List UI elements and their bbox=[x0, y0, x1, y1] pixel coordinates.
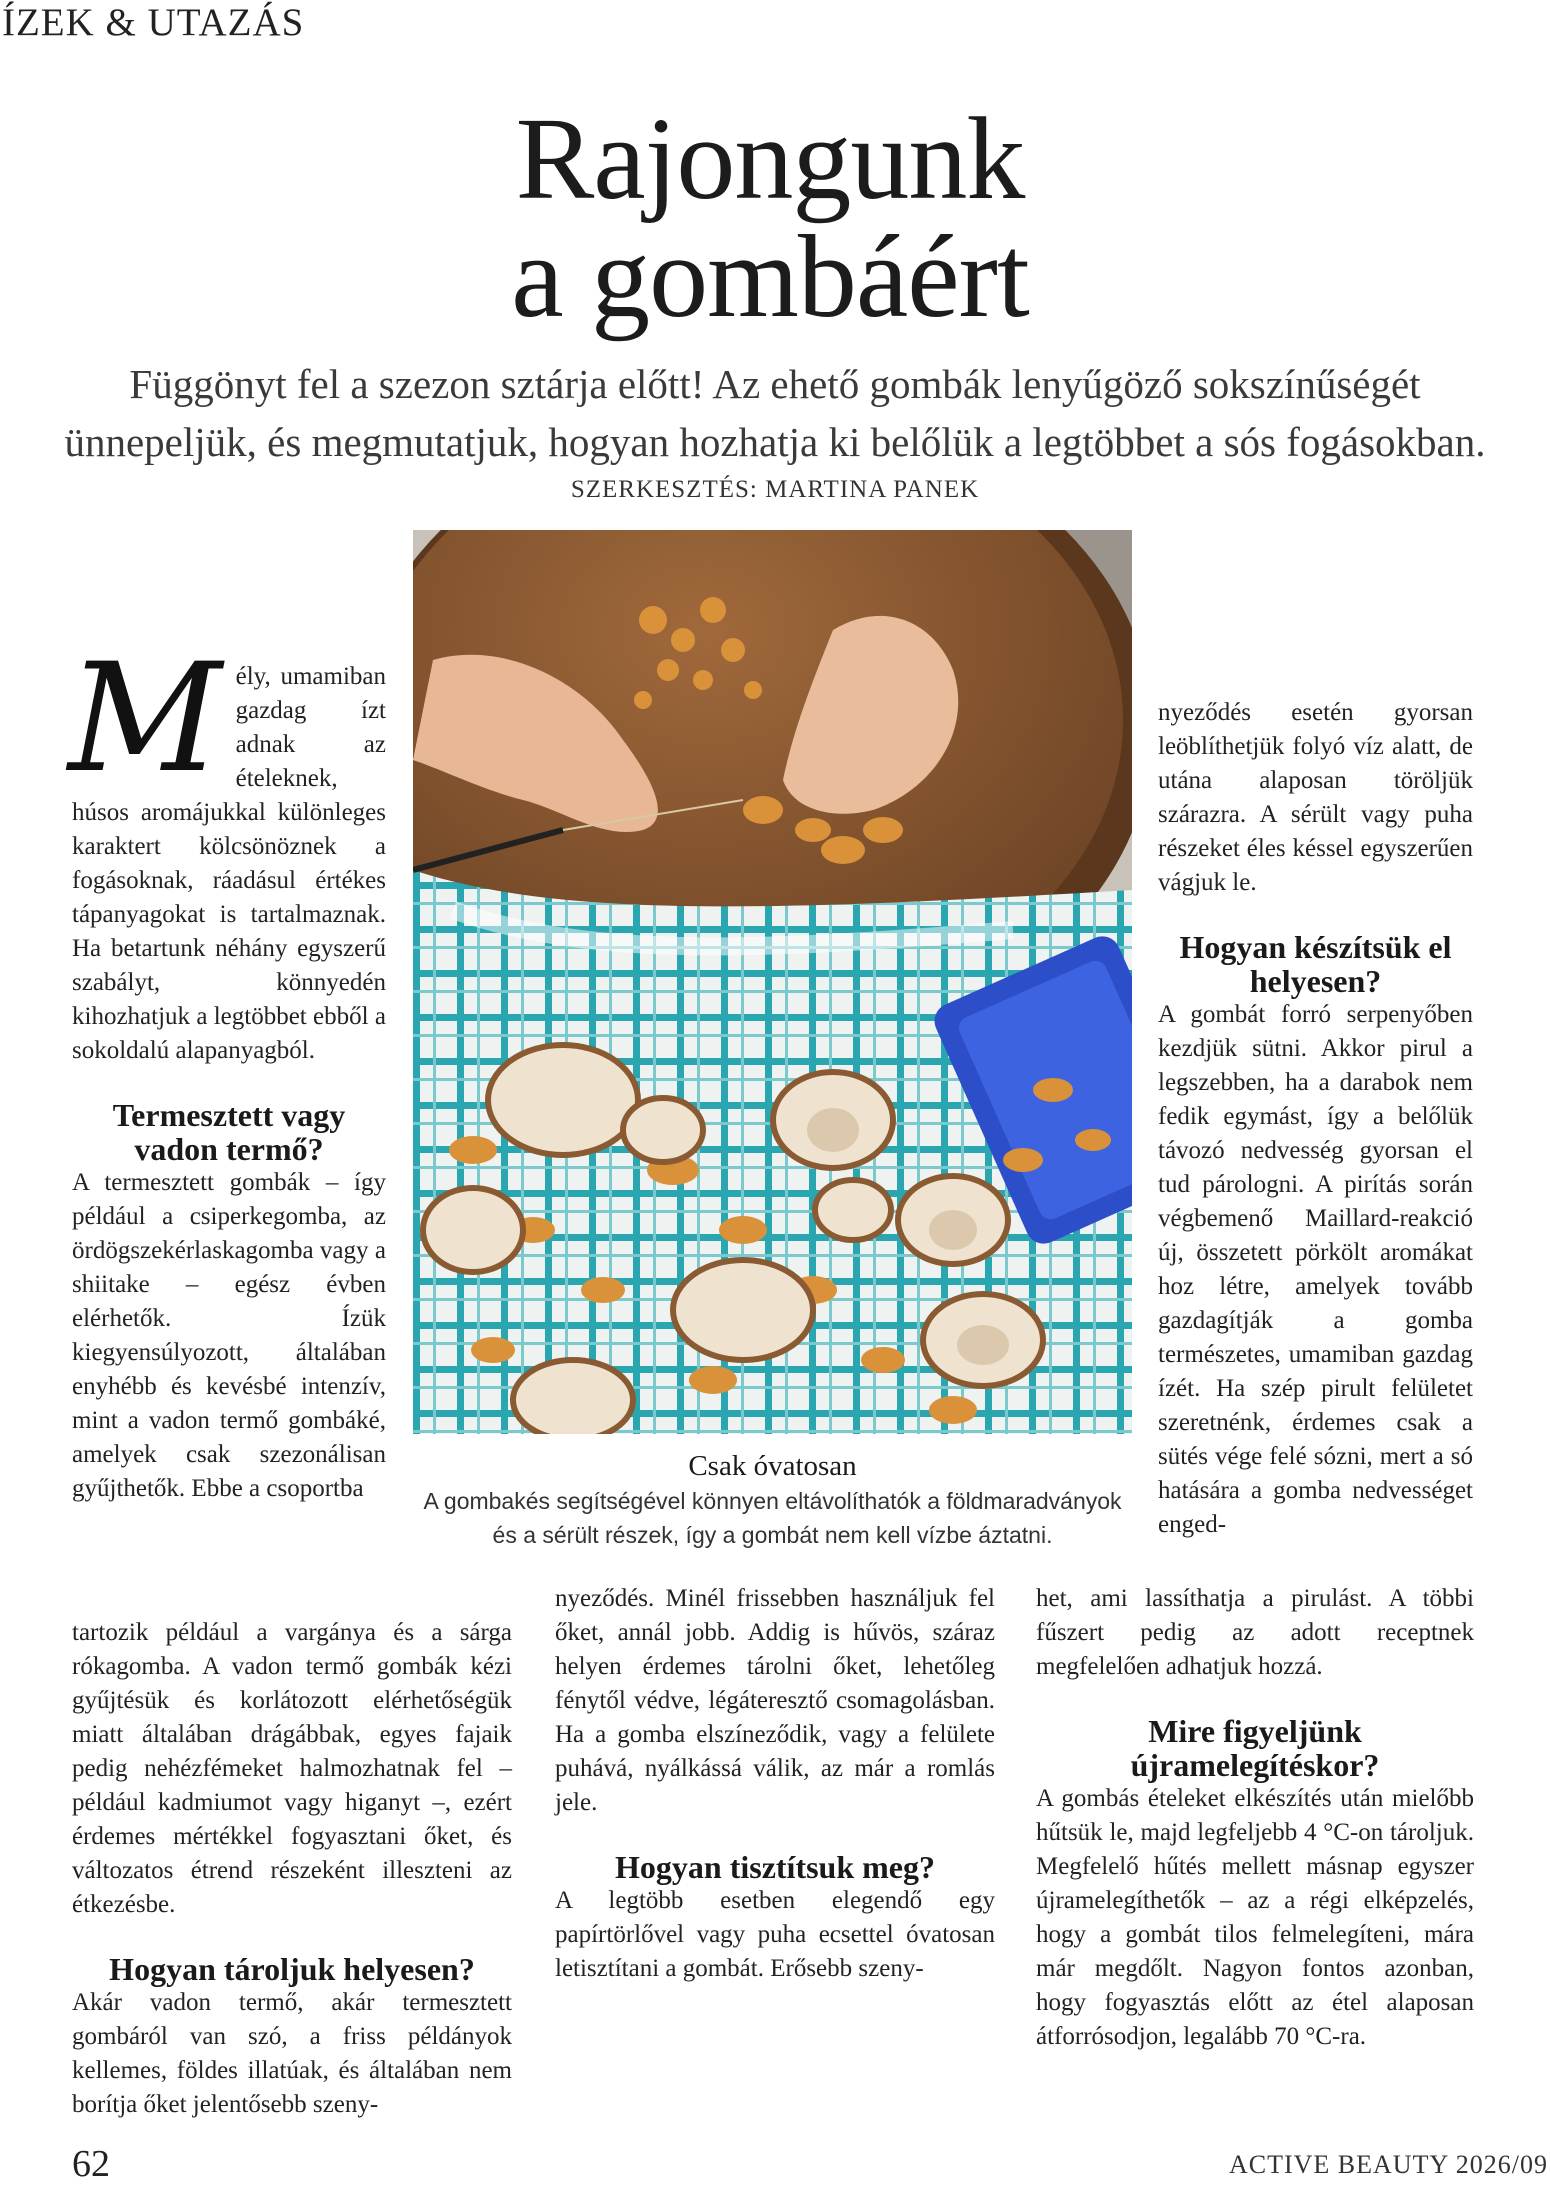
column-1 bbox=[68, 632, 386, 1506]
paragraph-cleaning-part2: nyeződés esetén gyorsan leöblíthetjük folyó víz alatt, de utána alaposan töröljük szárazra. A sérült vagy puha részeket éles késsel egyszerűen vágjuk le. bbox=[1158, 699, 1473, 896]
column-1-continued bbox=[72, 1616, 512, 2122]
paragraph-cooking-part1: A gombát forró serpenyőben kezdjük sütni. Akkor pirul a legszebben, ha a darabok nem fedik egymást, így a belőlük távozó nedvesség gyorsan el tud párologni. A pirítás során végbemenő Maillard-reakció új, összetett pörkölt aromákat hoz létre, amelyek tovább gazdagítják a gomba természetes, umamiban gazdag ízét. Ha szép pirult felületet szeretnénk, érdemes csak a sütés vége felé sózni, mert a só hatására a gomba nedvességet enged- bbox=[1158, 1001, 1473, 1538]
photo-caption-text: A gombakés segítségével könnyen eltávolíthatók a földmaradványok és a sérült részek, így a gombát nem kell vízbe áztatni. bbox=[423, 1488, 1122, 1548]
section-label: ÍZEK & UTAZÁS bbox=[2, 1, 305, 44]
paragraph-storage-part1: Akár vadon termő, akár termesztett gombáról van szó, a friss példányok kellemes, földes illatúak, és általában nem borítja őket jelentősebb szeny- bbox=[72, 1989, 512, 2118]
heading-cultivated: Termesztett vagy vadon termő? bbox=[112, 1097, 346, 1167]
paragraph-cleaning-part1: A legtöbb esetben elegendő egy papírtörlővel vagy puha ecsettel óvatosan letisztítani a gombát. Erősebb szeny- bbox=[555, 1887, 995, 1982]
paragraph-cultivated-part1: A termesztett gombák – így például a csiperkegomba, az ördögszekérlaskagomba vagy a shiitake – egész évben elérhetők. Ízük kiegyensúlyozott, általában enyhébb és kevésbé intenzív, mint a vadon termő gombáké, amelyek csak szezonálisan gyűjthetők. Ebbe a csoportba bbox=[72, 1169, 386, 1502]
column-3-continued bbox=[1036, 1582, 1474, 2054]
magazine-issue: ACTIVE BEAUTY 2026/09 bbox=[1228, 2150, 1548, 2179]
mushroom-photo bbox=[413, 530, 1132, 1434]
intro-paragraph: ély, umamiban gazdag ízt adnak az ételeknek, húsos aromájukkal különleges karaktert kölcsönöznek a fogásoknak, ráadásul értékes tápanyagokat is tartalmaznak. Ha betartunk néhány egyszerű szabályt, könnyedén kihozhatjuk a legtöbbet ebből a sokoldalú alapanyagból. bbox=[72, 663, 386, 1064]
drop-cap: M bbox=[68, 632, 222, 806]
heading-storage: Hogyan tároljuk helyesen? bbox=[109, 1951, 475, 1987]
byline: SZERKESZTÉS: MARTINA PANEK bbox=[570, 476, 980, 503]
heading-cleaning: Hogyan tisztítsuk meg? bbox=[615, 1849, 935, 1885]
heading-cooking: Hogyan készítsük el helyesen? bbox=[1179, 929, 1452, 999]
heading-reheat: Mire figyeljünk újramelegítéskor? bbox=[1130, 1713, 1380, 1783]
page-number: 62 bbox=[72, 2143, 110, 2185]
photo-caption-title: Csak óvatosan bbox=[688, 1450, 857, 1482]
article-title bbox=[300, 93, 1240, 342]
column-3 bbox=[1158, 696, 1473, 1542]
paragraph-cultivated-part2: tartozik például a vargánya és a sárga rókagomba. A vadon termő gombák kézi gyűjtésük és korlátozott elérhetőségük miatt általában drágábbak, egyes fajaik pedig nehézfémeket halmozhatnak fel – például kadmiumot vagy higanyt –, ezért érdemes mértékkel fogyasztani őket, és változatos étrend részeként illeszteni az étkezésbe. bbox=[72, 1619, 512, 1918]
paragraph-reheat: A gombás ételeket elkészítés után mielőbb hűtsük le, majd legfeljebb 4 °C-on tároljuk. Megfelelő hűtés mellett másnap egyszer újramelegíthetők – az a régi elképzelés, hogy a gombát tilos felmelegíteni, mára már megdőlt. Nagyon fontos azonban, hogy fogyasztás előtt az étel alaposan átforrósodjon, legalább 70 °C-ra. bbox=[1036, 1785, 1474, 2050]
article-lead: Függönyt fel a szezon sztárja előtt! Az ehető gombák lenyűgöző sokszínűségét ünnepeljük, és megmutatjuk, hogyan hozhatja ki belőlük a legtöbbet a sós fogásokban. bbox=[64, 361, 1486, 465]
title-line-1: Rajongunk bbox=[515, 93, 1025, 224]
title-line-2: a gombáért bbox=[511, 211, 1029, 342]
column-2 bbox=[555, 1582, 995, 1986]
paragraph-storage-part2: nyeződés. Minél frissebben használjuk fel őket, annál jobb. Addig is hűvös, száraz helyen érdemes tárolni őket, lehetőleg fénytől védve, légáteresztő csomagolásban. Ha a gomba elszíneződik, vagy a felülete puhává, nyálkássá válik, az már a romlás jele. bbox=[555, 1585, 995, 1816]
mushroom-photo-illustration bbox=[413, 530, 1132, 1434]
paragraph-cooking-part2: het, ami lassíthatja a pirulást. A többi fűszert pedig az adott receptnek megfelelően adhatjuk hozzá. bbox=[1036, 1585, 1474, 1680]
